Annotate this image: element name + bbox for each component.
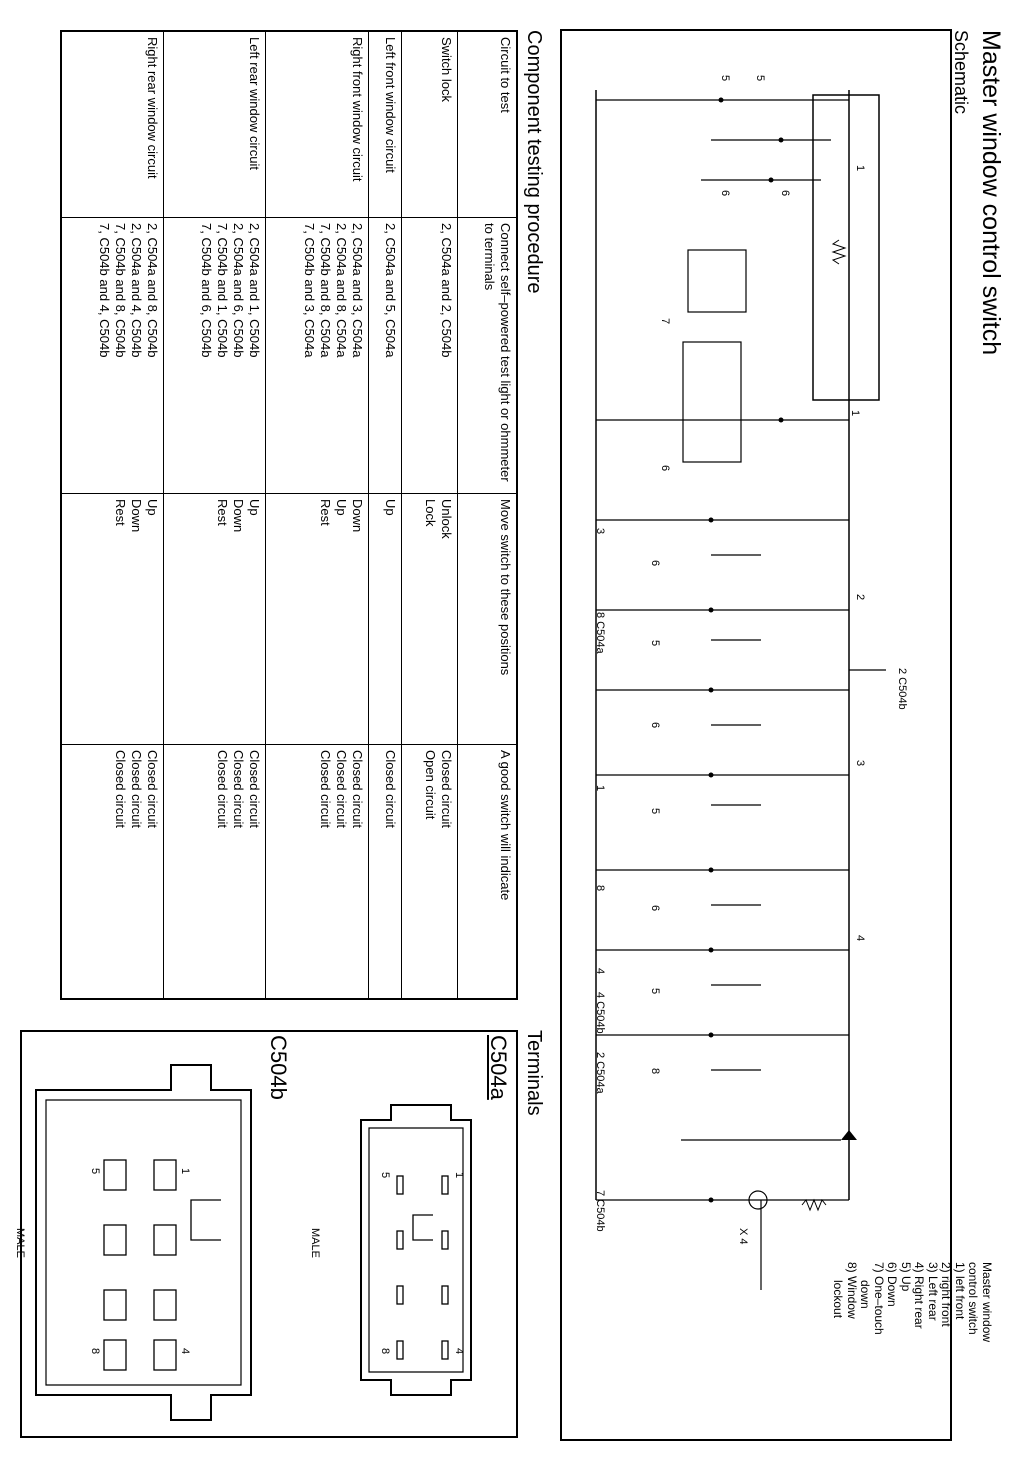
schematic-terminal-3b: 3: [854, 760, 866, 767]
schematic-label-4-c504b: 4 C504b: [594, 992, 606, 1034]
header-good: A good switch will indicate: [458, 745, 517, 999]
schematic-terminal-2: 2: [854, 594, 866, 601]
testing-heading: Component testing procedure: [523, 30, 545, 294]
c504a-pin-8: 8: [379, 1348, 391, 1355]
schematic-terminal-1b: 1: [594, 785, 606, 792]
good-cell: Closed circuit Closed circuit Closed circuit: [164, 745, 266, 999]
schematic-label-x4: X 4: [737, 1228, 749, 1245]
legend-item: lockout: [831, 1280, 846, 1319]
schematic-terminal-1c: 1: [854, 165, 866, 172]
circuit-cell: Left rear window circuit: [164, 32, 266, 218]
c504b-inner: [46, 1100, 241, 1385]
c504a-pins: [397, 1176, 448, 1359]
good-cell: Closed circuit Open circuit: [401, 745, 457, 999]
c504b-pins: [104, 1160, 221, 1370]
terminals-heading: Terminals: [523, 1030, 545, 1116]
legend-title-2: control switch: [966, 1262, 981, 1335]
good-cell: Closed circuit Closed circuit Closed circuit: [266, 745, 368, 999]
connect-cell: 2, C504a and 2, C504b: [401, 218, 457, 494]
legend-item: 6) Down: [885, 1262, 900, 1307]
schematic-terminal-5a: 5: [719, 75, 731, 82]
legend-item: 7) One–touch: [872, 1262, 886, 1335]
schematic-terminal-5d: 5: [649, 988, 661, 995]
schematic-terminal-6d: 6: [649, 722, 661, 729]
move-cell: Up: [368, 494, 401, 745]
legend-item: 1) left front: [953, 1262, 967, 1320]
legend-title-1: Master window: [980, 1262, 994, 1343]
circuit-cell: Switch lock: [401, 32, 457, 218]
schematic-terminal-6b: 6: [659, 465, 671, 472]
move-cell: Up Down Rest: [164, 494, 266, 745]
circuit-cell: Right front window circuit: [266, 32, 368, 218]
legend-item: 2) right front: [939, 1262, 954, 1327]
c504a-label: C504a: [486, 1035, 511, 1100]
c504b-pin-4: 4: [179, 1348, 191, 1355]
schematic-terminal-6e: 6: [649, 905, 661, 912]
circuit-cell: Left front window circuit: [368, 32, 401, 218]
schematic-terminal-3: 3: [594, 528, 606, 535]
c504b-pin-1: 1: [179, 1168, 191, 1175]
connect-cell: 2, C504a and 3, C504a 2, C504a and 8, C504a 7, C504b and 8, C504a 7, C504b and 3, C504a: [266, 218, 368, 494]
header-move: Move switch to these positions: [458, 494, 517, 745]
legend-item: 4) Right rear: [912, 1262, 927, 1329]
schematic-label-2-c504b: 2 C504b: [896, 668, 908, 710]
legend-item: 3) Left rear: [926, 1262, 940, 1321]
schematic-terminal-5b: 5: [649, 640, 661, 647]
c504b-gender: MALE: [14, 1228, 26, 1258]
schematic-label-2-c504a: 2 C504a: [594, 1052, 606, 1094]
good-cell: Closed circuit Closed circuit Closed circuit: [113, 750, 161, 829]
move-cell: Up Down Rest: [62, 494, 164, 745]
move-cell: Down Up Rest: [266, 494, 368, 745]
connect-cell: 2, C504a and 5, C504a: [368, 218, 401, 494]
schematic-label-8-c504a: 8 C504a: [594, 612, 606, 654]
schematic-terminal-8b: 8: [649, 1068, 661, 1075]
c504a-pin-4: 4: [453, 1348, 465, 1355]
page-subtitle: Schematic: [951, 30, 971, 115]
schematic-terminal-1a: 1: [849, 410, 861, 417]
schematic-terminal-5c: 5: [649, 808, 661, 815]
legend-item: down: [858, 1280, 873, 1309]
schematic-terminal-4: 4: [854, 935, 866, 942]
legend-item: 5) Up: [899, 1262, 913, 1292]
header-connect: Connect self–powered test light or ohmmeter to terminals: [458, 218, 517, 494]
schematic-terminal-8: 8: [594, 885, 606, 892]
schematic-terminal-5e: 5: [754, 75, 766, 82]
schematic-label-7-c504b: 7 C504b: [594, 1190, 606, 1232]
connect-cell: 2, C504a and 1, C504b 2, C504a and 6, C504b 7, C504b and 1, C504b 7, C504b and 6, C504b: [164, 218, 266, 494]
schematic-terminal-4b: 4: [594, 968, 606, 975]
circuit-cell: Right rear window circuit: [62, 32, 164, 218]
connect-cell: 2, C504a and 8, C504b 2, C504a and 4, C504b 7, C504b and 8, C504b 7, C504b and 4, C504b: [62, 218, 164, 494]
legend-item: 8) Window: [845, 1262, 859, 1319]
c504b-outline: [36, 1065, 251, 1420]
schematic-terminal-7: 7: [659, 318, 671, 325]
move-cell: Unlock Lock: [401, 494, 457, 745]
good-cell: Closed circuit: [368, 745, 401, 999]
c504a-gender: MALE: [309, 1228, 321, 1258]
c504b-pin-8: 8: [89, 1348, 101, 1355]
c504b-pin-5: 5: [89, 1168, 101, 1175]
c504a-pin-5: 5: [379, 1172, 391, 1179]
schematic-terminal-6a: 6: [719, 190, 731, 197]
page-title: Master window control switch: [977, 30, 1005, 356]
c504b-label: C504b: [266, 1035, 291, 1100]
header-circuit: Circuit to test: [458, 32, 517, 218]
schematic-terminal-6c: 6: [649, 560, 661, 567]
schematic-terminal-6f: 6: [779, 190, 791, 197]
c504a-pin-1: 1: [453, 1172, 465, 1179]
c504a-inner: [369, 1128, 463, 1372]
